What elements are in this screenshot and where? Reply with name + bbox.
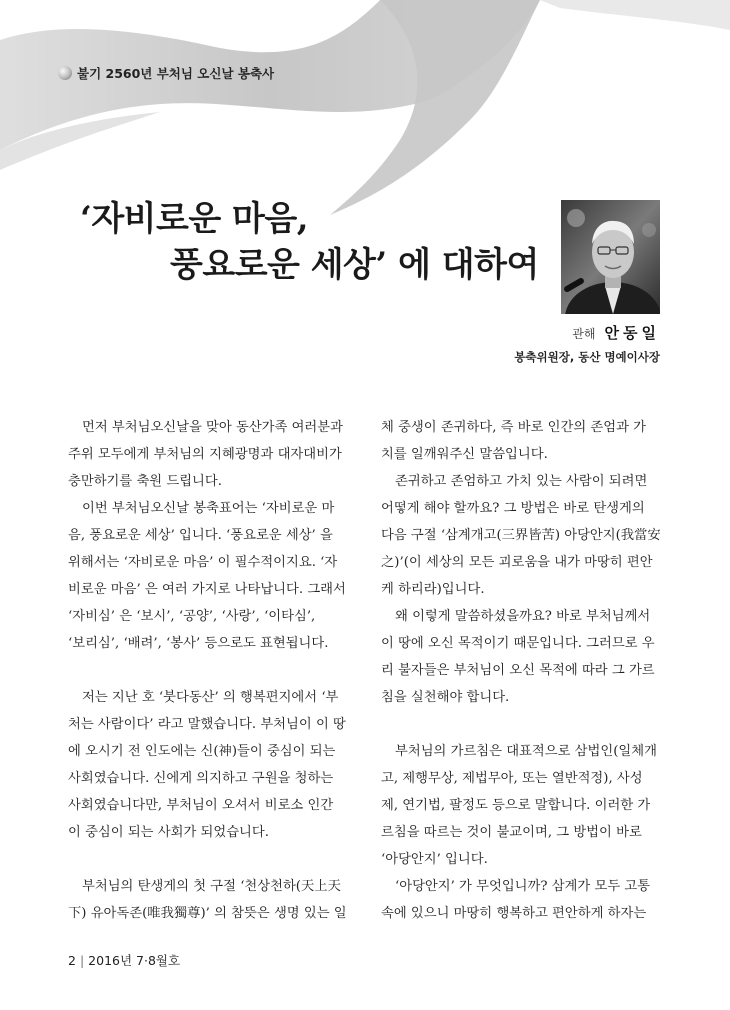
right-text-line: 다음 구절 ‘삼계개고(三界皆苦) 아당안지(我當安 <box>381 528 661 543</box>
right-text-line: 리 불자들은 부처님이 오신 목적에 따라 그 가르 <box>381 663 655 678</box>
left-text-line: 먼저 부처님오신날을 맞아 동산가족 여러분과 <box>82 420 343 435</box>
left-text-line: 처는 사람이다’ 라고 말했습니다. 부처님이 이 땅 <box>68 717 346 732</box>
right-text-line: ‘아당안지’ 입니다. <box>381 852 488 867</box>
right-text-line: 체 중생이 존귀하다, 즉 바로 인간의 존엄과 가 <box>381 420 647 435</box>
page-number: 2 <box>68 953 76 968</box>
right-text-line: 치를 일깨워주신 말씀입니다. <box>381 447 548 462</box>
left-text-column <box>68 414 363 927</box>
left-text-line: 충만하기를 축원 드립니다. <box>68 474 222 489</box>
right-text-line: 어떻게 해야 할까요? 그 방법은 바로 탄생게의 <box>381 501 645 516</box>
author-info <box>514 322 660 365</box>
right-text-line: 부처님의 가르침은 대표적으로 삼법인(일체개 <box>395 744 657 759</box>
article-title <box>80 196 539 288</box>
right-text-line: 고, 제행무상, 제법무아, 또는 열반적정), 사성 <box>381 771 643 786</box>
footer-separator: | <box>79 953 85 968</box>
left-text-line: 이번 부처님오신날 봉축표어는 ‘자비로운 마 <box>82 501 335 516</box>
paragraph-gap <box>381 711 665 738</box>
left-text-line: 음, 풍요로운 세상’ 입니다. ‘풍요로운 세상’ 을 <box>68 528 333 543</box>
left-text-line: 주위 모두에게 부처님의 지혜광명과 대자대비가 <box>68 447 342 462</box>
right-text-line: 존귀하고 존엄하고 가치 있는 사람이 되려면 <box>395 474 648 489</box>
right-text-line: 케 하리라)입니다. <box>381 582 485 597</box>
right-text-line: 르침을 따르는 것이 불교이며, 그 방법이 바로 <box>381 825 642 840</box>
paragraph-gap <box>68 846 363 873</box>
left-text-line: 위해서는 ‘자비로운 마음’ 이 필수적이지요. ‘자 <box>68 555 338 570</box>
author-pen-name: 관해 <box>572 327 596 341</box>
left-text-line: 저는 지난 호 ‘붓다동산’ 의 행복편지에서 ‘부 <box>82 690 339 705</box>
right-text-line: 속에 있으니 마땅히 행복하고 편안하게 하자는 <box>381 906 647 921</box>
author-name: 안동일 <box>604 324 660 342</box>
left-text-line: ‘자비심’ 은 ‘보시’, ‘공양’, ‘사랑’, ‘이타심’, <box>68 609 316 624</box>
section-label <box>58 64 274 82</box>
left-text-line: 부처님의 탄생게의 첫 구절 ‘천상천하(天上天 <box>82 879 341 894</box>
section-label-text: 불기 2560년 부처님 오신날 봉축사 <box>77 66 275 81</box>
left-text-line: 비로운 마음’ 은 여러 가지로 나타납니다. 그래서 <box>68 582 346 597</box>
author-role: 봉축위원장, 동산 명예이사장 <box>514 350 660 364</box>
right-text-line: 왜 이렇게 말씀하셨을까요? 바로 부처님께서 <box>395 609 651 624</box>
page-footer <box>68 951 180 969</box>
title-line-2: 풍요로운 세상’ 에 대하여 <box>170 245 539 285</box>
left-text-line: 에 오시기 전 인도에는 신(神)들이 중심이 되는 <box>68 744 336 759</box>
left-text-line: 下) 유아독존(唯我獨尊)’ 의 참뜻은 생명 있는 일 <box>68 906 347 921</box>
right-text-line: 之)’(이 세상의 모든 괴로움을 내가 마땅히 편안 <box>381 555 653 570</box>
right-text-column <box>381 414 665 927</box>
right-text-line: 제, 연기법, 팔정도 등으로 말합니다. 이러한 가 <box>381 798 651 813</box>
author-photo <box>561 200 660 314</box>
paragraph-gap <box>68 657 363 684</box>
left-text-line: ‘보리심’, ‘배려’, ‘봉사’ 등으로도 표현됩니다. <box>68 636 329 651</box>
left-text-line: 이 중심이 되는 사회가 되었습니다. <box>68 825 269 840</box>
bullet-icon <box>58 66 72 80</box>
left-text-line: 사회였습니다. 신에게 의지하고 구원을 청하는 <box>68 771 334 786</box>
right-text-line: 침을 실천해야 합니다. <box>381 690 510 705</box>
right-text-line: 이 땅에 오신 목적이기 때문입니다. 그러므로 우 <box>381 636 655 651</box>
issue-label: 2016년 7·8월호 <box>88 953 181 968</box>
left-text-line: 사회였습니다만, 부처님이 오셔서 비로소 인간 <box>68 798 334 813</box>
title-line-1: ‘자비로운 마음, <box>80 199 309 239</box>
right-text-line: ‘아당안지’ 가 무엇입니까? 삼계가 모두 고통 <box>395 879 651 894</box>
